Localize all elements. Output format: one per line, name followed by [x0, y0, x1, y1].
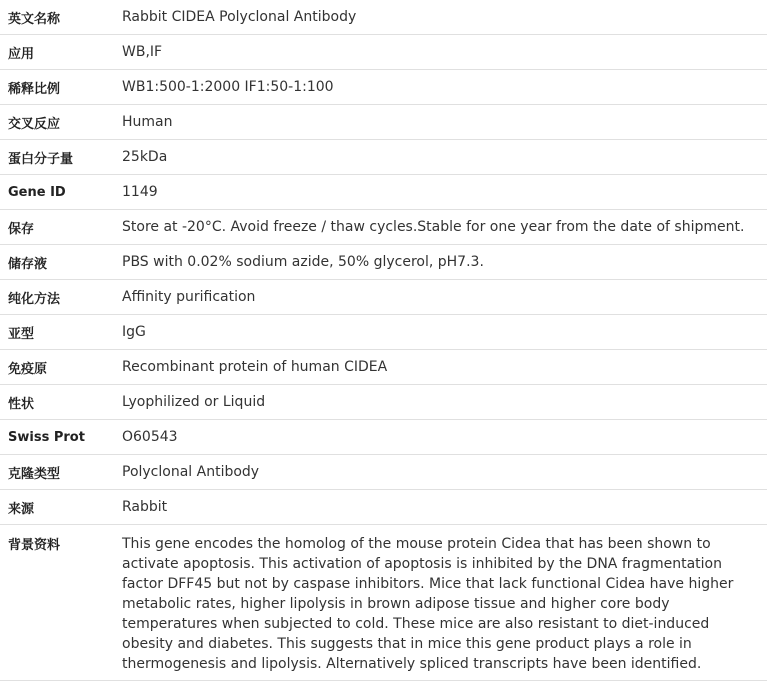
spec-key: Gene ID: [0, 175, 122, 210]
spec-value: Polyclonal Antibody: [122, 455, 767, 490]
spec-key: 应用: [0, 35, 122, 70]
spec-key: 来源: [0, 490, 122, 525]
spec-key: 亚型: [0, 315, 122, 350]
spec-value: WB,IF: [122, 35, 767, 70]
spec-key: 交叉反应: [0, 105, 122, 140]
spec-value: Affinity purification: [122, 280, 767, 315]
spec-row-buffer: [0, 245, 767, 280]
spec-key: 免疫原: [0, 350, 122, 385]
spec-value: This gene encodes the homolog of the mouse protein Cidea that has been shown to activate apoptosis. This activation of apoptosis is inhibited by the DNA fragmentation factor DFF45 but not by caspase inhibitors. Mice that lack functional Cidea have higher metabolic rates, higher lipolysis in brown adipose tissue and higher core body temperatures when subjected to cold. These mice are also resistant to diet-induced obesity and diabetes. This suggests that in mice this gene product plays a role in thermogenesis and lipolysis. Alternatively spliced transcripts have been identified.: [122, 525, 767, 681]
spec-row-immunogen: [0, 350, 767, 385]
spec-key: 性状: [0, 385, 122, 420]
spec-value: Human: [122, 105, 767, 140]
spec-value: Recombinant protein of human CIDEA: [122, 350, 767, 385]
spec-key: 英文名称: [0, 0, 122, 35]
spec-row-storage: [0, 210, 767, 245]
spec-value: PBS with 0.02% sodium azide, 50% glycerol, pH7.3.: [122, 245, 767, 280]
spec-row-purification: [0, 280, 767, 315]
spec-value: IgG: [122, 315, 767, 350]
spec-row-clonality: [0, 455, 767, 490]
spec-key: 背景资料: [0, 525, 122, 681]
spec-row-form: [0, 385, 767, 420]
spec-value: Rabbit CIDEA Polyclonal Antibody: [122, 0, 767, 35]
spec-row-host: [0, 490, 767, 525]
spec-value: Lyophilized or Liquid: [122, 385, 767, 420]
spec-row-isotype: [0, 315, 767, 350]
spec-row-gene-id: [0, 175, 767, 210]
spec-key: 纯化方法: [0, 280, 122, 315]
spec-value: 1149: [122, 175, 767, 210]
spec-row-english-name: [0, 0, 767, 35]
spec-value: O60543: [122, 420, 767, 455]
spec-key: Swiss Prot: [0, 420, 122, 455]
spec-key: 克隆类型: [0, 455, 122, 490]
spec-row-dilution: [0, 70, 767, 105]
spec-row-background: [0, 525, 767, 681]
spec-value: Store at -20°C. Avoid freeze / thaw cycles.Stable for one year from the date of shipment.: [122, 210, 767, 245]
spec-key: 稀释比例: [0, 70, 122, 105]
spec-value: 25kDa: [122, 140, 767, 175]
spec-key: 蛋白分子量: [0, 140, 122, 175]
spec-row-application: [0, 35, 767, 70]
spec-row-reactivity: [0, 105, 767, 140]
spec-row-swiss-prot: [0, 420, 767, 455]
spec-key: 储存液: [0, 245, 122, 280]
spec-value: Rabbit: [122, 490, 767, 525]
spec-key: 保存: [0, 210, 122, 245]
spec-row-molecular-weight: [0, 140, 767, 175]
spec-value: WB1:500-1:2000 IF1:50-1:100: [122, 70, 767, 105]
